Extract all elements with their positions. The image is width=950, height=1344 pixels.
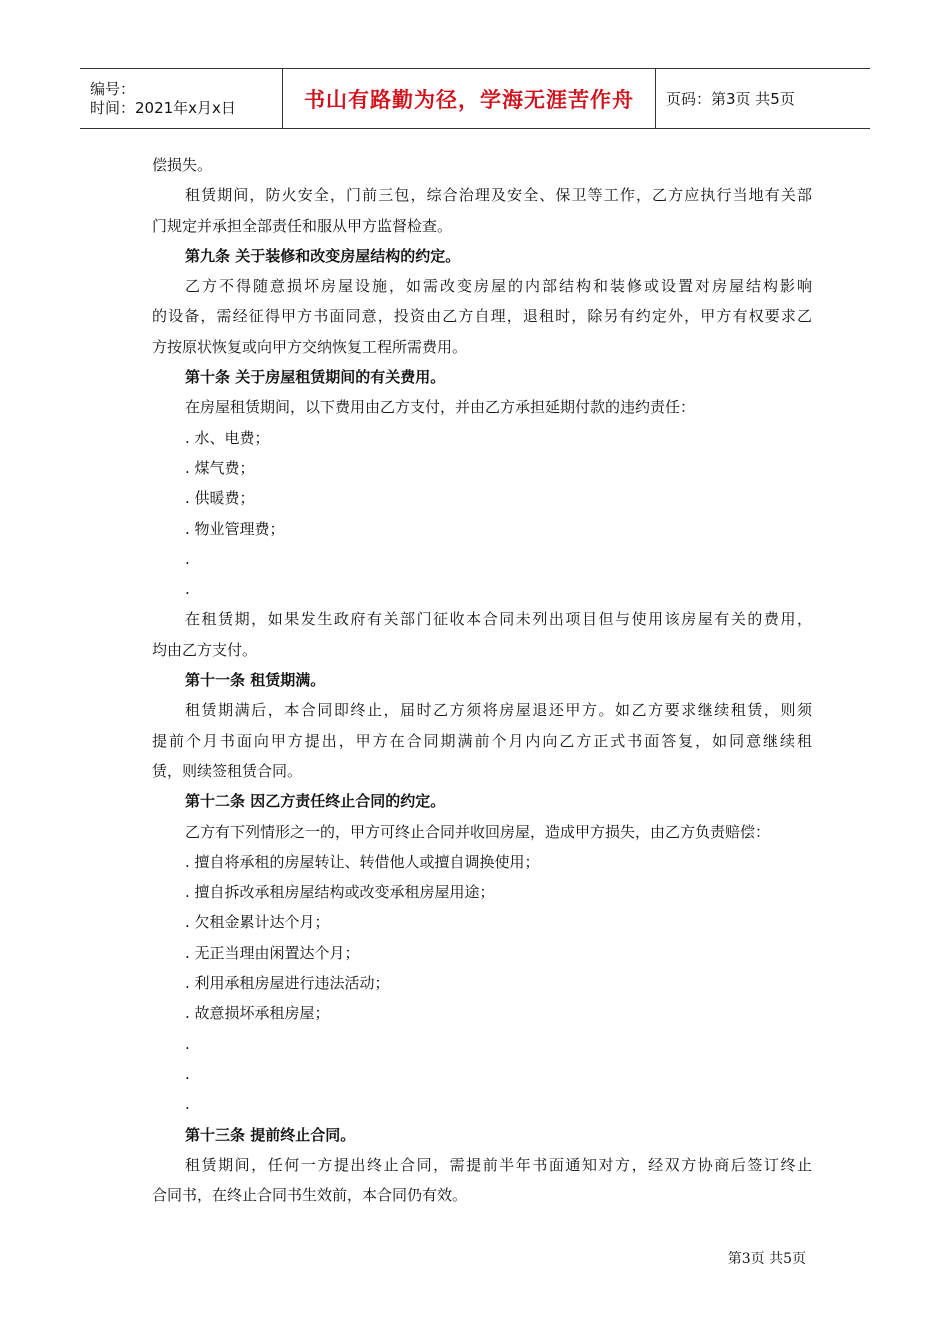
header-page-info <box>656 69 870 128</box>
page-info-text: 页码：第3页 共5页 <box>666 90 795 108</box>
list-item: . 欠租金累计达个月； <box>185 913 330 932</box>
paragraph: 赁，则续签租赁合同。 <box>152 761 303 780</box>
list-item: . 擅自拆改承租房屋结构或改变承租房屋用途； <box>185 883 495 902</box>
paragraph: 偿损失。 <box>152 156 213 174</box>
list-item: . 无正当理由闲置达个月； <box>185 943 360 962</box>
motto-text: 书山有路勤为径，学海无涯苦作舟 <box>304 87 634 112</box>
list-item: . <box>185 549 190 568</box>
paragraph: 在租赁期，如果发生政府有关部门征收本合同未列出项目但与使用该房屋有关的费用， <box>185 610 812 629</box>
serial-label: 编号： <box>90 79 136 98</box>
list-item: . 擅自将承租的房屋转让、转借他人或擅自调换使用； <box>185 852 540 871</box>
paragraph: 门规定并承担全部责任和服从甲方监督检查。 <box>152 216 453 235</box>
paragraph: 乙方不得随意损坏房屋设施，如需改变房屋的内部结构和装修或设置对房屋结构影响 <box>185 277 812 296</box>
list-item: . 物业管理费； <box>185 519 285 538</box>
paragraph: 方按原状恢复或向甲方交纳恢复工程所需费用。 <box>152 337 468 356</box>
page-header <box>80 68 870 129</box>
article-heading: 第十一条 租赁期满。 <box>185 671 326 690</box>
list-item: . 供暖费； <box>185 489 255 508</box>
list-item: . <box>185 580 190 599</box>
time-label: 时间：2021年x月x日 <box>90 98 236 117</box>
paragraph: 的设备，需经征得甲方书面同意，投资由乙方自理，退租时，除另有约定外，甲方有权要求乙 <box>152 307 812 326</box>
paragraph: 合同书，在终止合同书生效前，本合同仍有效。 <box>152 1186 468 1205</box>
paragraph: 乙方有下列情形之一的，甲方可终止合同并收回房屋，造成甲方损失，由乙方负责赔偿： <box>185 822 771 841</box>
page-footer: 第3页 共5页 <box>727 1251 806 1267</box>
paragraph: 租赁期满后，本合同即终止，届时乙方须将房屋退还甲方。如乙方要求继续租赁，则须 <box>185 701 812 720</box>
paragraph: 提前个月书面向甲方提出，甲方在合同期满前个月内向乙方正式书面答复，如同意继续租 <box>152 731 812 750</box>
list-item: . <box>185 1034 190 1053</box>
article-heading: 第十二条 因乙方责任终止合同的约定。 <box>185 792 446 811</box>
list-item: . <box>185 1095 190 1114</box>
list-item: . 利用承租房屋进行违法活动； <box>185 974 390 993</box>
list-item: . <box>185 1064 190 1083</box>
paragraph: 租赁期间，任何一方提出终止合同，需提前半年书面通知对方，经双方协商后签订终止 <box>185 1155 812 1174</box>
paragraph: 在房屋租赁期间，以下费用由乙方支付，并由乙方承担延期付款的违约责任： <box>185 398 696 417</box>
paragraph: 租赁期间，防火安全，门前三包，综合治理及安全、保卫等工作，乙方应执行当地有关部 <box>185 186 812 205</box>
list-item: . 煤气费； <box>185 458 255 477</box>
header-left <box>80 69 282 128</box>
paragraph: 均由乙方支付。 <box>152 640 258 659</box>
article-heading: 第九条 关于装修和改变房屋结构的约定。 <box>185 246 461 265</box>
article-heading: 第十三条 提前终止合同。 <box>185 1125 356 1144</box>
document-body <box>152 150 812 1210</box>
list-item: . 故意损坏承租房屋； <box>185 1004 330 1023</box>
article-heading: 第十条 关于房屋租赁期间的有关费用。 <box>185 368 446 387</box>
header-motto <box>282 69 656 128</box>
list-item: . 水、电费； <box>185 428 270 447</box>
